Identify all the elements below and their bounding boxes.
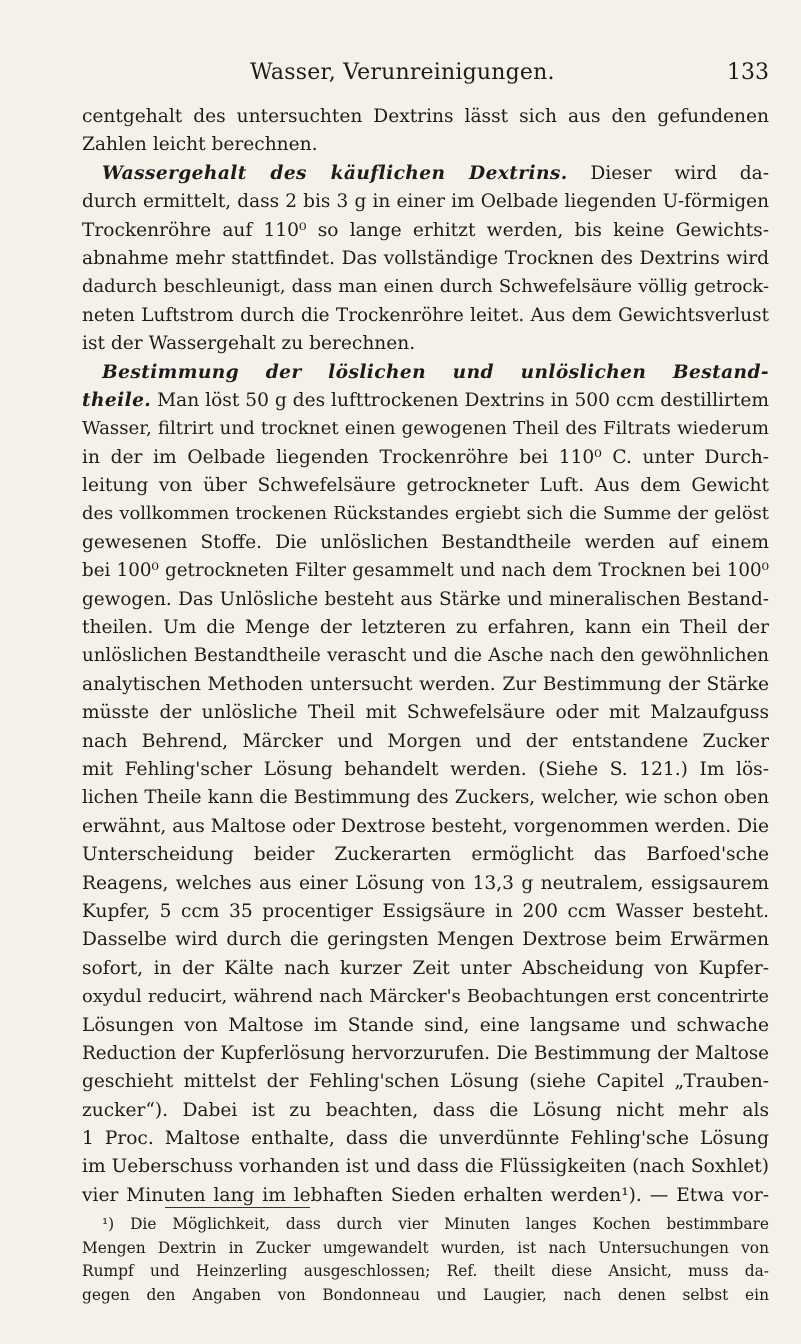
text-line: Lösungen von Maltose im Stande sind, eine langsame und schwache bbox=[82, 1014, 769, 1036]
text-line: müsste der unlösliche Theil mit Schwefelsäure oder mit Malzaufguss bbox=[82, 702, 769, 724]
text-line: neten Luftstrom durch die Trockenröhre leitet. Aus dem Gewichtsverlust bbox=[82, 304, 769, 326]
text-line: leitung von über Schwefelsäure getrockneter Luft. Aus dem Gewicht bbox=[82, 475, 769, 497]
footnote-divider bbox=[165, 1207, 310, 1208]
text-line: durch ermittelt, dass 2 bis 3 g in einer im Oelbade liegenden U-förmigen bbox=[82, 191, 769, 213]
text-line: ist der Wassergehalt zu berechnen. bbox=[82, 333, 416, 355]
main-text bbox=[82, 103, 769, 1210]
running-header bbox=[82, 60, 769, 90]
text-line: in der im Oelbade liegenden Trockenröhre bei 110⁰ C. unter Durch- bbox=[82, 446, 769, 468]
footnote bbox=[82, 1213, 769, 1307]
text-line: analytischen Methoden untersucht werden. Zur Bestimmung der Stärke bbox=[82, 673, 769, 695]
text-line: vier Minuten lang im lebhaften Sieden erhalten werden¹). — Etwa vor- bbox=[82, 1184, 769, 1206]
text-line: gewogen. Das Unlösliche besteht aus Stärke und mineralischen Bestand- bbox=[82, 588, 769, 610]
text-line: mit Fehling'scher Lösung behandelt werden. (Siehe S. 121.) Im lös- bbox=[82, 758, 769, 780]
text-line: Trockenröhre auf 110⁰ so lange erhitzt werden, bis keine Gewichts- bbox=[82, 219, 769, 241]
section-heading-line: Wassergehalt des käuflichen Dextrins. Dieser wird da- bbox=[102, 162, 770, 184]
text-line: erwähnt, aus Maltose oder Dextrose besteht, vorgenommen werden. Die bbox=[82, 815, 769, 837]
text-line: Zahlen leicht berechnen. bbox=[82, 134, 318, 156]
text-line: abnahme mehr stattfindet. Das vollständige Trocknen des Dextrins wird bbox=[82, 247, 769, 269]
text-line: des vollkommen trockenen Rückstandes ergiebt sich die Summe der gelöst bbox=[82, 503, 769, 525]
text-line: gewesenen Stoffe. Die unlöslichen Bestandtheile werden auf einem bbox=[82, 531, 769, 553]
text-line: nach Behrend, Märcker und Morgen und der entstandene Zucker bbox=[82, 730, 769, 752]
page-number: 133 bbox=[727, 60, 769, 85]
running-title: Wasser, Verunreinigungen. bbox=[250, 60, 555, 85]
text-line: Kupfer, 5 ccm 35 procentiger Essigsäure in 200 ccm Wasser besteht. bbox=[82, 900, 769, 922]
text-line: zucker“). Dabei ist zu beachten, dass die Lösung nicht mehr als bbox=[82, 1099, 769, 1121]
footnote-line: ¹) Die Möglichkeit, dass durch vier Minuten langes Kochen bestimmbare bbox=[102, 1215, 769, 1233]
section-heading-line: Bestimmung der löslichen und unlöslichen Bestand- bbox=[102, 361, 769, 383]
text-line: bei 100⁰ getrockneten Filter gesammelt und nach dem Trocknen bei 100⁰ bbox=[82, 560, 769, 582]
text-line: Unterscheidung beider Zuckerarten ermöglicht das Barfoed'sche bbox=[82, 844, 769, 866]
text-line: lichen Theile kann die Bestimmung des Zuckers, welcher, wie schon oben bbox=[82, 787, 769, 809]
text-line: 1 Proc. Maltose enthalte, dass die unverdünnte Fehling'sche Lösung bbox=[82, 1128, 769, 1150]
text-line: sofort, in der Kälte nach kurzer Zeit unter Abscheidung von Kupfer- bbox=[82, 957, 769, 979]
text-line: Wasser, filtrirt und trocknet einen gewogenen Theil des Filtrats wiederum bbox=[82, 418, 769, 440]
footnote-line: gegen den Angaben von Bondonneau und Laugier, nach denen selbst ein bbox=[82, 1285, 769, 1304]
text-line: oxydul reducirt, während nach Märcker's Beobachtungen erst concentrirte bbox=[82, 986, 769, 1008]
text-line: Reagens, welches aus einer Lösung von 13,3 g neutralem, essigsaurem bbox=[82, 872, 769, 894]
text-line: theile. Man löst 50 g des lufttrockenen Dextrins in 500 ccm destillirtem bbox=[82, 389, 769, 411]
footnote-line: Mengen Dextrin in Zucker umgewandelt wurden, ist nach Untersuchungen von bbox=[82, 1238, 769, 1257]
text-line: dadurch beschleunigt, dass man einen durch Schwefelsäure völlig getrock- bbox=[82, 276, 769, 298]
text-line: theilen. Um die Menge der letzteren zu erfahren, kann ein Theil der bbox=[82, 617, 769, 639]
text-line: centgehalt des untersuchten Dextrins lässt sich aus den gefundenen bbox=[82, 106, 769, 127]
text-line: im Ueberschuss vorhanden ist und dass die Flüssigkeiten (nach Soxhlet) bbox=[82, 1156, 769, 1178]
text-line: Dasselbe wird durch die geringsten Mengen Dextrose beim Erwärmen bbox=[82, 929, 769, 951]
text-line: unlöslichen Bestandtheile verascht und die Asche nach den gewöhnlichen bbox=[82, 645, 769, 667]
footnote-line: Rumpf und Heinzerling ausgeschlossen; Ref. theilt diese Ansicht, muss da- bbox=[82, 1262, 769, 1280]
text-line: Reduction der Kupferlösung hervorzurufen. Die Bestimmung der Maltose bbox=[82, 1042, 769, 1064]
text-line: geschieht mittelst der Fehling'schen Lösung (siehe Capitel „Trauben- bbox=[82, 1071, 769, 1093]
